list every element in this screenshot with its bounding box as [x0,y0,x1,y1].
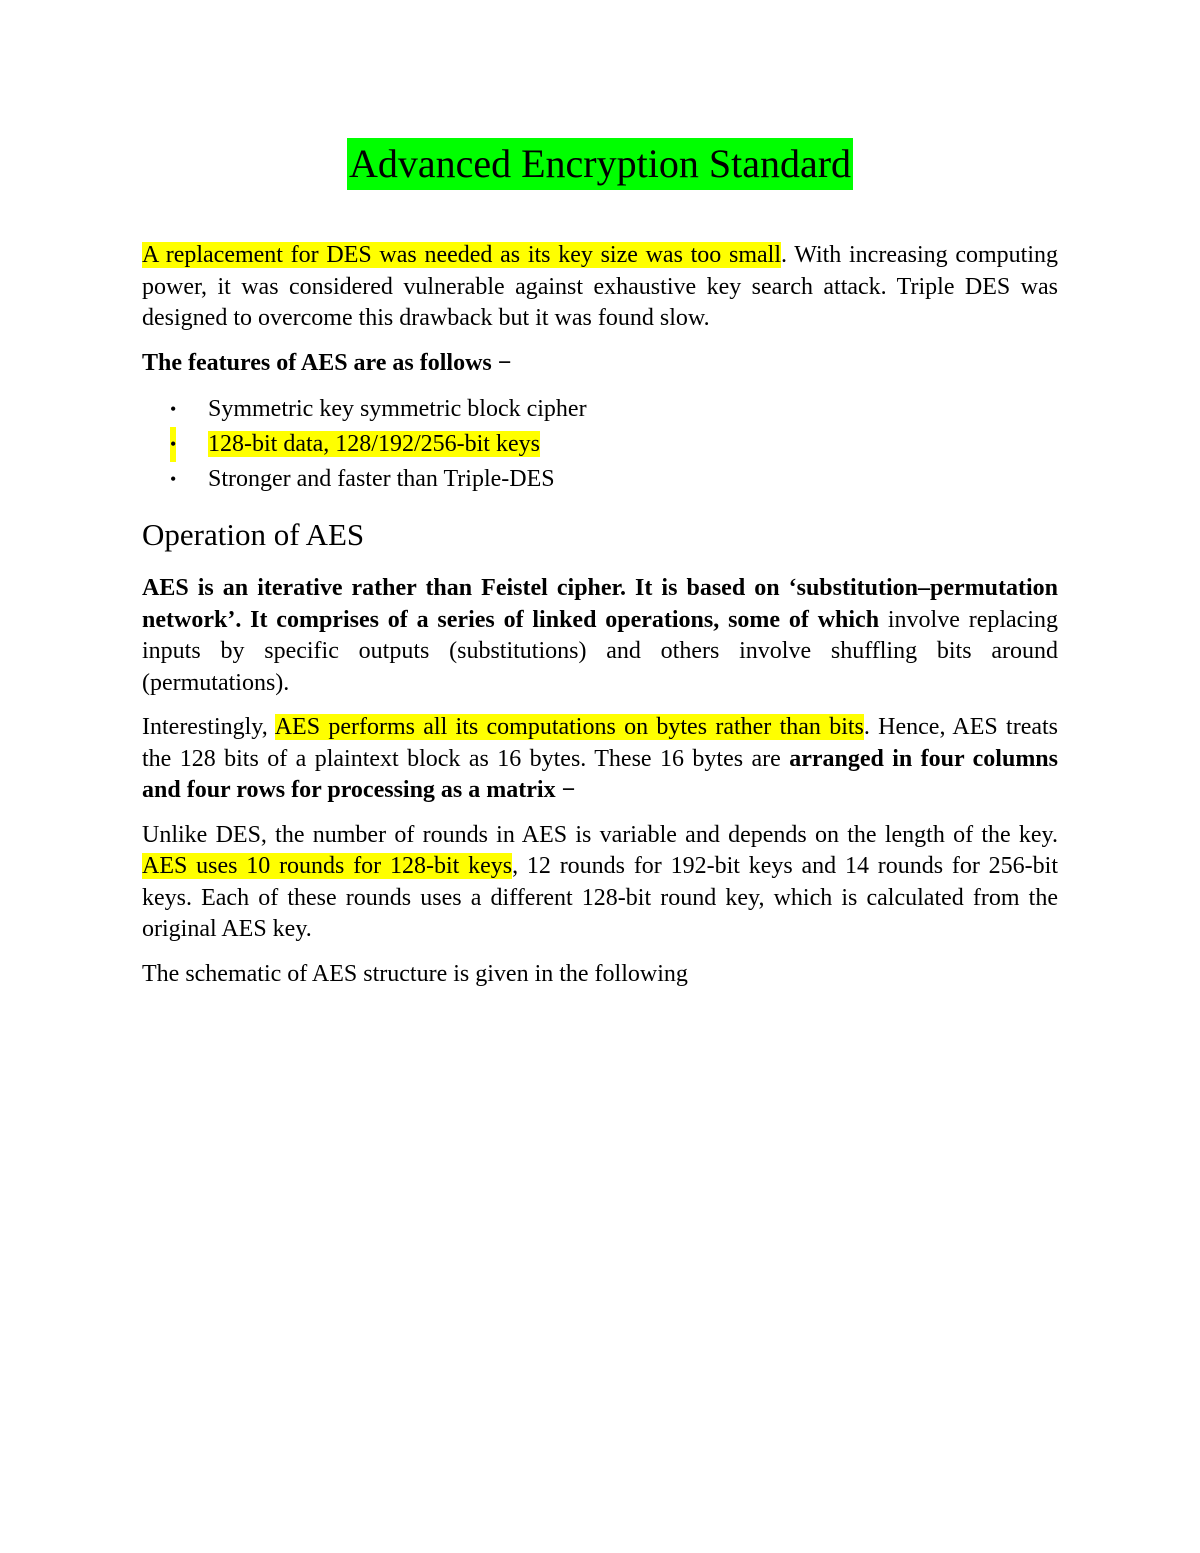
features-list [142,392,1058,497]
feature-text: Symmetric key symmetric block cipher [208,396,587,422]
bullet-icon: • [170,427,176,462]
operation-text: involve replacing inputs by specific outputs (substitutions) and others involve shuffling bits around (permutations). [142,606,1058,696]
feature-text: Stronger and faster than Triple-DES [208,466,555,492]
intro-text: . With increasing computing power, it was considered vulnerable against exhaustive key search attack. Triple DES was designed to overcome this drawback but it was found slow. [142,242,1059,331]
list-item [142,392,1058,427]
features-intro: The features of AES are as follows − [142,349,512,376]
intro-highlight: A replacement for DES was needed as its key size was too small [142,242,781,268]
rounds-highlight: AES uses 10 rounds for 128-bit keys [142,853,513,879]
bytes-bold-text: arranged in four columns and four rows for processing as a matrix − [142,745,1058,803]
intro-paragraph [142,240,1058,335]
rounds-paragraph [142,820,1058,946]
section-heading: Operation of AES [142,517,365,552]
bytes-pre-text: Interestingly, [142,714,275,740]
bytes-paragraph [142,712,1058,807]
page-title: Advanced Encryption Standard [347,138,853,190]
bullet-icon: • [170,469,177,489]
document-page [142,138,1058,1003]
bytes-highlight: AES performs all its computations on bytes rather than bits [274,714,864,740]
schematic-paragraph: The schematic of AES structure is given in the following [142,960,688,987]
operation-paragraph [142,573,1058,699]
list-item [142,462,1058,497]
rounds-pre-text: Unlike DES, the number of rounds in AES is variable and depends on the length of the key. [142,821,1058,848]
bytes-mid-text: . Hence, AES treats the 128 bits of a plaintext block as 16 bytes. These 16 bytes are [142,714,1059,772]
title-container [142,138,1058,190]
list-item [142,427,1058,462]
bullet-icon: • [170,399,177,419]
feature-text: 128-bit data, 128/192/256-bit keys [208,431,540,457]
operation-bold-text: AES is an iterative rather than Feistel cipher. It is based on ‘substitution–permutation network’. It comprises of a series of linked operations, some of which [142,575,1058,633]
rounds-text: , 12 rounds for 192-bit keys and 14 rounds for 256-bit keys. Each of these rounds uses a different 128-bit round key, which is calculated from the original AES key. [142,853,1058,942]
